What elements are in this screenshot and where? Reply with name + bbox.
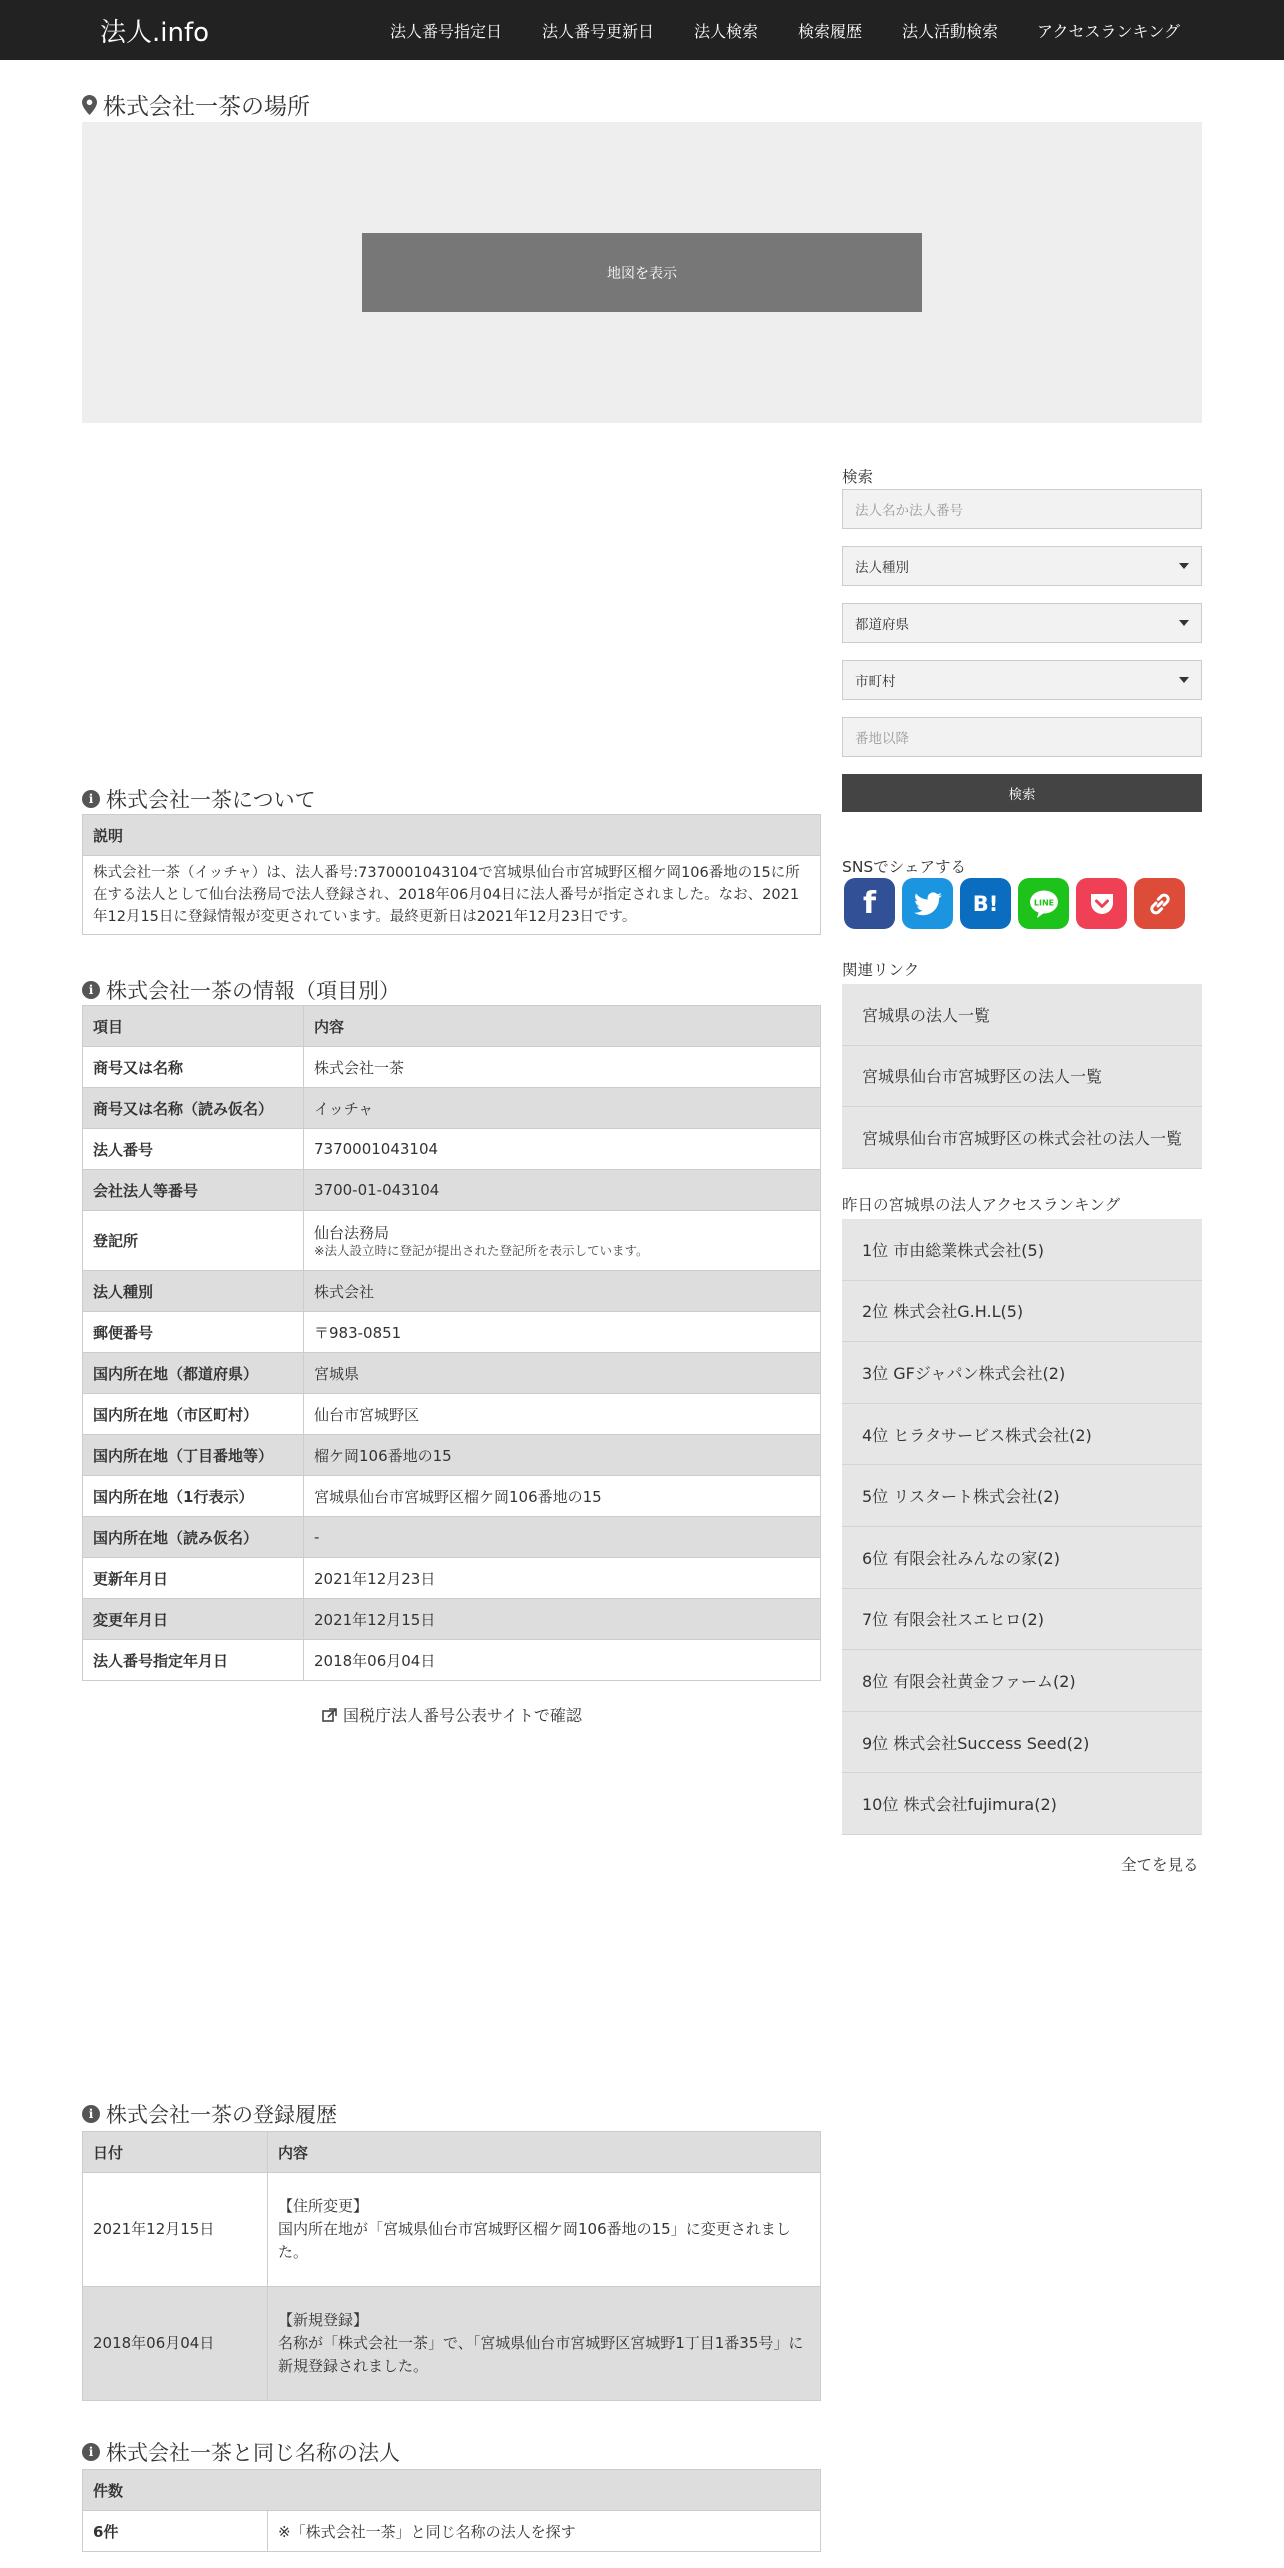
address-input[interactable]: 番地以降 [842,717,1202,757]
ranking-item[interactable]: 9位 株式会社Success Seed(2) [842,1712,1202,1774]
link-icon [1147,891,1173,917]
facebook-share-button[interactable] [844,878,895,929]
history-date: 2018年06月04日 [83,2287,268,2401]
copy-link-button[interactable] [1134,878,1185,929]
info-key: 法人番号指定年月日 [83,1640,304,1681]
info-key: 商号又は名称（読み仮名） [83,1088,304,1129]
about-header: 説明 [83,815,821,856]
info-val: 2018年06月04日 [304,1640,821,1681]
related-links-label: 関連リンク [842,961,920,979]
info-val: 株式会社 [304,1271,821,1312]
nav-item-corporate-search[interactable]: 法人検索 [694,22,759,41]
see-all-ranking-link[interactable]: 全てを見る [1121,1856,1199,1874]
same-name-count: 6件 [83,2511,268,2552]
same-name-title-text: 株式会社一茶と同じ名称の法人 [106,2441,400,2465]
svg-text:LINE: LINE [1033,898,1054,907]
info-val: 仙台法務局 [314,1224,390,1242]
history-table [82,2131,821,2401]
ranking-item[interactable]: 6位 有限会社みんなの家(2) [842,1527,1202,1589]
line-icon [1028,889,1060,919]
nav-item-designation-date[interactable]: 法人番号指定日 [390,22,503,41]
info-val: 宮城県仙台市宮城野区榴ケ岡106番地の15 [304,1476,821,1517]
info-table [82,1005,821,1681]
history-col-content: 内容 [268,2132,821,2173]
about-table [82,814,821,935]
ranking-item[interactable]: 5位 リスタート株式会社(2) [842,1465,1202,1527]
info-val: 3700-01-043104 [304,1170,821,1211]
info-col-key: 項目 [83,1006,304,1047]
nav-item-search-history[interactable]: 検索履歴 [798,22,863,41]
info-key: 国内所在地（丁目番地等） [83,1435,304,1476]
history-content [268,2287,821,2401]
info-val-cell [304,1211,821,1271]
info-icon: i [82,981,100,999]
info-key: 国内所在地（読み仮名） [83,1517,304,1558]
ranking-item[interactable]: 10位 株式会社fujimura(2) [842,1773,1202,1835]
info-key: 郵便番号 [83,1312,304,1353]
search-button[interactable]: 検索 [842,774,1202,812]
hatena-icon: B! [972,891,999,916]
info-icon: i [82,2105,100,2123]
related-links-list [842,984,1202,1169]
hatena-bookmark-button[interactable] [960,878,1011,929]
twitter-icon [914,892,942,916]
nav-item-access-ranking[interactable]: アクセスランキング [1037,22,1181,41]
about-title-text: 株式会社一茶について [106,788,316,812]
prefecture-value: 都道府県 [855,617,909,633]
info-val: 2021年12月15日 [304,1599,821,1640]
sns-label: SNSでシェアする [842,858,966,876]
ranking-list [842,1219,1202,1835]
chevron-down-icon [1179,677,1189,683]
history-tag: 【住所変更】 [278,2197,369,2215]
info-key: 更新年月日 [83,1558,304,1599]
ranking-item[interactable]: 8位 有限会社黄金ファーム(2) [842,1650,1202,1712]
history-col-date: 日付 [83,2132,268,2173]
info-col-val: 内容 [304,1006,821,1047]
ranking-item[interactable]: 4位 ヒラタサービス株式会社(2) [842,1404,1202,1466]
facebook-icon: f [862,886,877,921]
same-name-table [82,2469,821,2552]
about-section-title [82,784,316,814]
ranking-item[interactable]: 7位 有限会社スエヒロ(2) [842,1589,1202,1651]
info-title-text: 株式会社一茶の情報（項目別） [106,979,400,1003]
info-val: 2021年12月23日 [304,1558,821,1599]
twitter-share-button[interactable] [902,878,953,929]
history-title-text: 株式会社一茶の登録履歴 [106,2103,337,2127]
info-val: 〒983-0851 [304,1312,821,1353]
nav-item-activity-search[interactable]: 法人活動検索 [902,22,999,41]
info-key: 登記所 [83,1211,304,1271]
name-search-input[interactable]: 法人名か法人番号 [842,489,1202,529]
map-title-text: 株式会社一茶の場所 [103,94,310,120]
nta-link-text: 国税庁法人番号公表サイトで確認 [343,1706,582,1725]
prefecture-select[interactable] [842,603,1202,643]
nta-site-link[interactable] [322,1703,582,1726]
registry-note: ※法人設立時に登記が提出された登記所を表示しています。 [314,1243,649,1258]
history-date: 2021年12月15日 [83,2173,268,2287]
info-section-title [82,975,400,1005]
info-val: 榴ケ岡106番地の15 [304,1435,821,1476]
corporate-type-value: 法人種別 [855,560,909,576]
same-name-col-count: 件数 [83,2470,821,2511]
sidebar-search-label: 検索 [842,468,874,486]
ranking-item[interactable]: 2位 株式会社G.H.L(5) [842,1281,1202,1343]
info-key: 会社法人等番号 [83,1170,304,1211]
ranking-label: 昨日の宮城県の法人アクセスランキング [842,1196,1121,1214]
top-navbar [0,0,1284,60]
nav-item-update-date[interactable]: 法人番号更新日 [542,22,655,41]
info-key: 国内所在地（1行表示） [83,1476,304,1517]
info-icon: i [82,790,100,808]
ranking-item[interactable]: 1位 市由総業株式会社(5) [842,1219,1202,1281]
chevron-down-icon [1179,563,1189,569]
history-text: 国内所在地が「宮城県仙台市宮城野区榴ケ岡106番地の15」に変更されました。 [278,2220,791,2261]
info-val: 株式会社一茶 [304,1047,821,1088]
city-value: 市町村 [855,674,896,690]
info-key: 国内所在地（都道府県） [83,1353,304,1394]
about-description: 株式会社一茶（イッチャ）は、法人番号:7370001043104で宮城県仙台市宮城野区榴ケ岡106番地の15に所在する法人として仙台法務局で法人登録され、2018年06月04日に法人番号が指定されました。なお、2021年12月15日に登録情報が変更されています。最終更新日は2021年12月23日です。 [83,856,821,935]
info-val: 7370001043104 [304,1129,821,1170]
pocket-icon [1089,892,1115,916]
history-tag: 【新規登録】 [278,2311,369,2329]
line-share-button[interactable] [1018,878,1069,929]
pocket-share-button[interactable] [1076,878,1127,929]
related-link-item[interactable]: 宮城県の法人一覧 [842,984,1202,1046]
brand-logo[interactable]: 法人.info [100,18,210,48]
history-content [268,2173,821,2287]
map-section-title [82,88,310,121]
same-name-section-title [82,2437,400,2467]
chevron-down-icon [1179,620,1189,626]
ranking-item[interactable]: 3位 GFジャパン株式会社(2) [842,1342,1202,1404]
same-name-search-link[interactable]: ※「株式会社一茶」と同じ名称の法人を探す [268,2511,821,2552]
related-link-item[interactable]: 宮城県仙台市宮城野区の法人一覧 [842,1046,1202,1108]
info-icon: i [82,2443,100,2461]
corporate-type-select[interactable] [842,546,1202,586]
info-val: 宮城県 [304,1353,821,1394]
info-key: 法人種別 [83,1271,304,1312]
map-marker-icon [82,95,97,115]
city-select[interactable] [842,660,1202,700]
info-val: - [304,1517,821,1558]
info-val: イッチャ [304,1088,821,1129]
history-section-title [82,2099,337,2129]
related-link-item[interactable]: 宮城県仙台市宮城野区の株式会社の法人一覧 [842,1107,1202,1169]
external-link-icon [322,1708,337,1722]
show-map-button[interactable]: 地図を表示 [362,233,922,312]
info-key: 商号又は名称 [83,1047,304,1088]
info-key: 国内所在地（市区町村） [83,1394,304,1435]
info-key: 変更年月日 [83,1599,304,1640]
info-key: 法人番号 [83,1129,304,1170]
history-text: 名称が「株式会社一茶」で、「宮城県仙台市宮城野区宮城野1丁目1番35号」に新規登録されました。 [278,2334,804,2375]
info-val: 仙台市宮城野区 [304,1394,821,1435]
